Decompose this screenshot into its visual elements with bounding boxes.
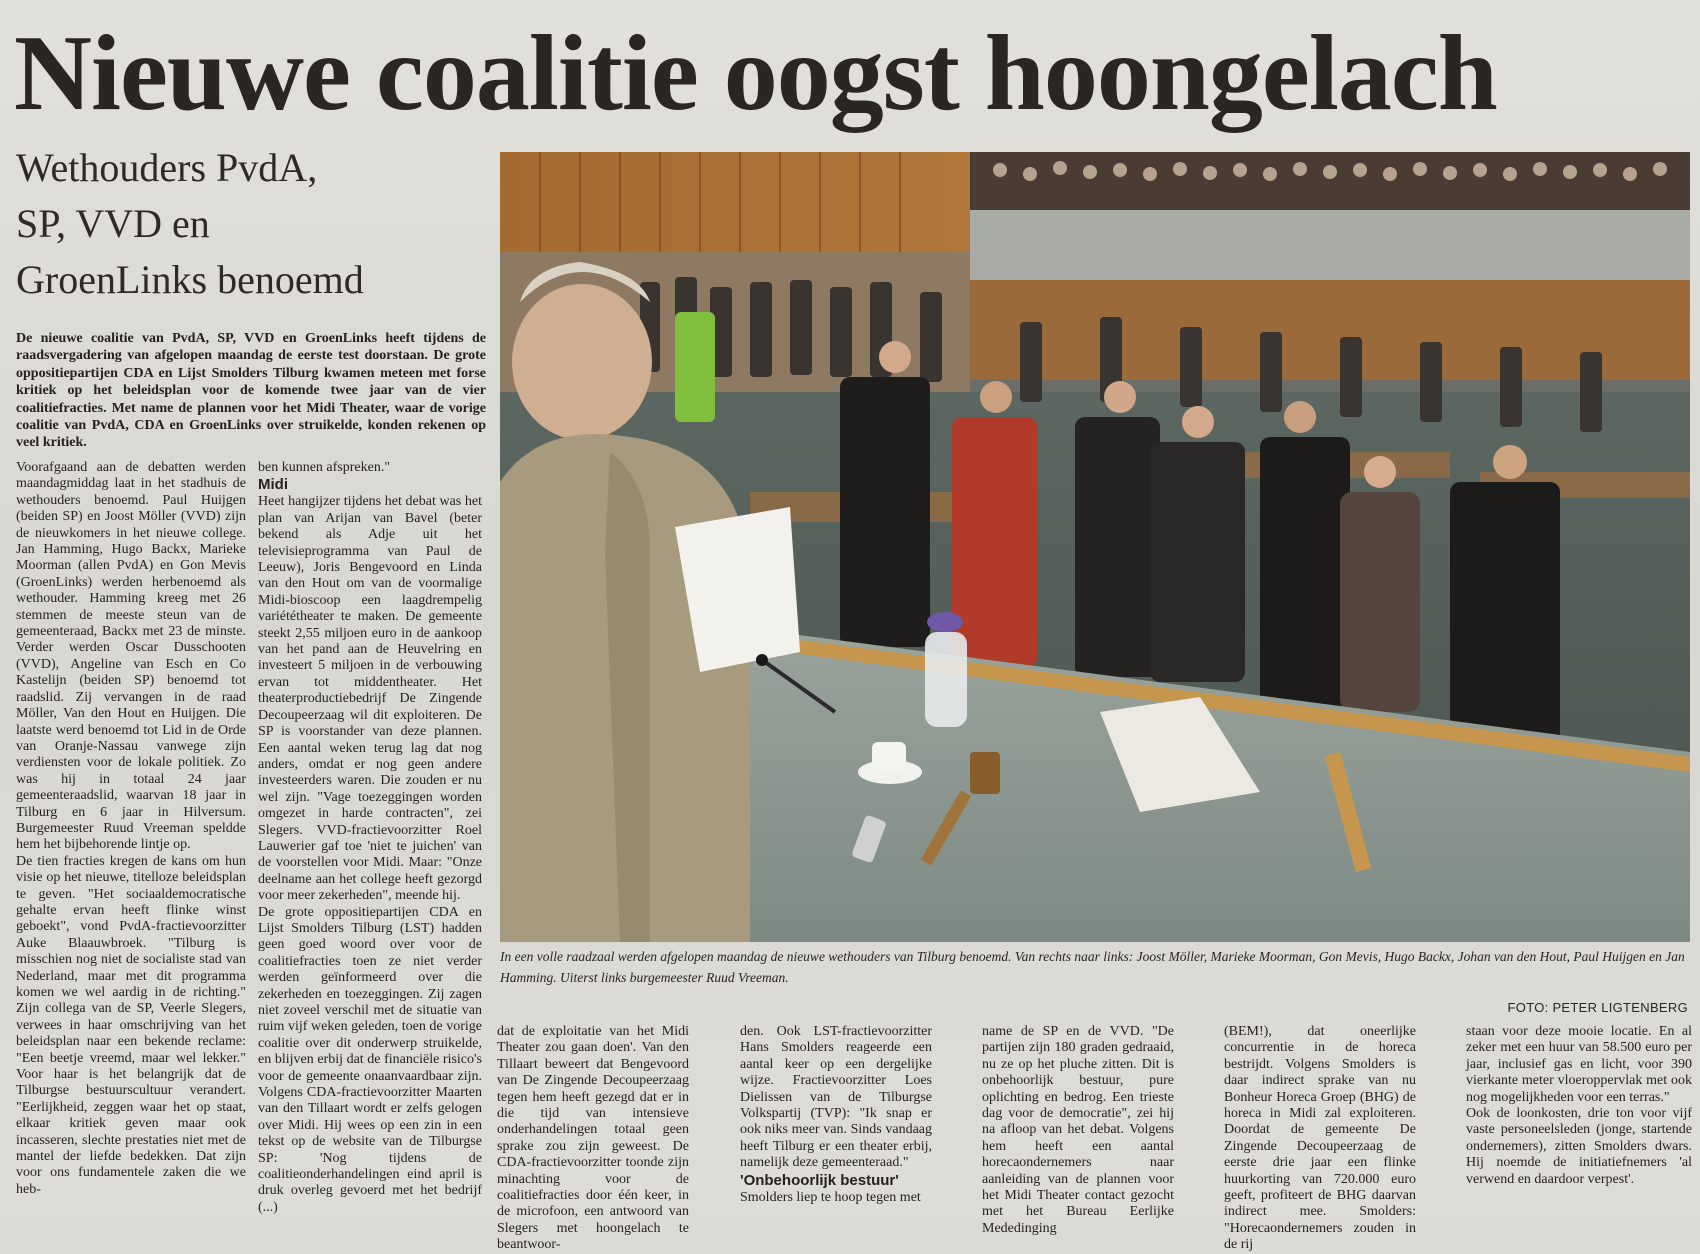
council-chamber-photo	[500, 152, 1690, 942]
article-paragraph: De grote oppositiepartijen CDA en Lijst Smolders Tilburg (LST) hadden geen goed woord over voor de coalitiefracties toen ze niet verder werden geïnformeerd over die zekerheden en toezeggingen. Zij zagen niet zoveel verschil met de situatie van ruim vijf weken geleden, toen de vorige coalitie over dit onderwerp struikelde, en blijven erbij dat de financiële risico's voor de gemeente onaanvaardbaar zijn. Volgens CDA-fractievoorzitter Maarten van den Tillaart wordt er zelfs gelogen over Midi. Hij wees op een zin in een tekst op de website van de Tilburgse SP: 'Nog tijdens de coalitieonderhandelingen eind april is druk overleg gevoerd met het bedrijf (...)	[258, 904, 482, 1215]
lead-paragraph: De nieuwe coalitie van PvdA, SP, VVD en GroenLinks heeft tijdens de raadsvergadering van afgelopen maandag de eerste test doorstaan. De grote oppositiepartijen CDA en Lijst Smolders Tilburg kwamen meteen met forse kritiek op het beleidsplan voor de komende twee jaar van de vier coalitiefracties. Met name de plannen voor het Midi Theater, waar de vorige coalitie van PvdA, CDA en GroenLinks over struikelde, konden rekenen op veel kritiek.	[16, 331, 486, 451]
article-paragraph: Smolders liep te hoop tegen met	[740, 1189, 921, 1205]
article-bottom-column-3	[982, 1024, 1174, 1236]
article-paragraph: De tien fracties kregen de kans om hun visie op het nieuwe, titelloze beleidsplan te geven. "Het sociaaldemocratische gehalte ervan heeft flinke winst geboekt", vond PvdA-fractievoorzitter Auke Blaauwbroek. "Tilburg is misschien nog niet de socialiste stad van Nederland, maar met dit programma komen we wel aardig in de richting." Zijn collega van de SP, Veerle Slegers, verwees in haar omschrijving van het beleidsplan naar een bekende reclame: "Een beetje vreemd, maar wel lekker." Voor haar is het belangrijk dat de Tilburgse bestuurscultuur verandert. "Eerlijkheid, zeggen waar het op staat, elkaar kritiek geven maar ook incasseren, slechte prestaties niet met de mantel der liefde bedekken. Dat zijn voor ons fundamentele zaken die we heb-	[16, 853, 246, 1197]
photo-caption: In een volle raadzaal werden afgelopen maandag de nieuwe wethouders van Tilburg benoemd. Van rechts naar links: Joost Möller, Marieke Moorman, Gon Mevis, Hugo Backx, Johan van den Hout, Paul Huijgen en Jan Hamming. Uiterst links burgemeester Ruud Vreeman.	[500, 949, 1685, 985]
article-column-1	[16, 460, 246, 1216]
article-paragraph: ben kunnen afspreken."	[258, 460, 391, 475]
article-bottom-column-2	[740, 1024, 932, 1216]
article-paragraph: Voorafgaand aan de debatten werden maandagmiddag laat in het stadhuis de wethouders benoemd. Paul Huijgen (beiden SP) en Joost Möller (VVD) zijn de nieuwkomers in het nieuwe college. Jan Hamming, Hugo Backx, Marieke Moorman (allen PvdA) en Gon Mevis (GroenLinks) werden herbenoemd als wethouder. Hamming kreeg met 26 stemmen de meeste steun van de gemeenteraad, Backx met 23 de minste. Verder werden Oscar Dusschooten (VVD), Angeline van Esch en Co Kastelijn (beiden SP) benoemd tot raadslid. Zij vervangen in de raad Möller, Van den Hout en Huijgen. Die laatste werd benoemd tot Lid in de Orde van Oranje-Nassau vanwege zijn verdiensten voor de lokale politiek. Zo was hij in totaal 24 jaar gemeenteraadslid, waarvan 18 jaar in Tilburg en 6 jaar in Hilversum. Burgemeester Ruud Vreeman speldde hem het bijbehorende lintje op.	[16, 460, 246, 853]
subhead-line-2: SP, VVD en	[16, 201, 210, 246]
subhead-line-1: Wethouders PvdA,	[16, 145, 318, 190]
article-paragraph: name de SP en de VVD. "De partijen zijn 180 graden gedraaid, nu ze op het pluche zitten. Dit is onbehoorlijk bestuur, pure oplichting en bedrog. Een trieste dag voor de democratie", zei hij na afloop van het debat. Volgens hem heeft een aantal horecaondernemers naar aanleiding van de plannen voor het Midi Theater contact gezocht met het Bureau Eerlijke Mededinging	[982, 1024, 1174, 1236]
headline: Nieuwe coalitie oogst hoongelach	[14, 14, 1497, 133]
article-paragraph: Ook de loonkosten, drie ton voor vijf vaste personeelsleden (jonge, startende ondernemers), zitten Smolders dwars. Hij noemde de initiatiefnemers 'al verwend en daardoor verpest'.	[1466, 1106, 1692, 1187]
article-paragraph: (BEM!), dat oneerlijke concurrentie in de horeca bestrijdt. Volgens Smolders is daar indirect sprake van nu Bonheur Horeca Groep (BHG) de horeca in Midi zal exploiteren. Doordat de gemeente De Zingende Decoupeerzaag de eerste drie jaar een flinke huurkorting van 720.000 euro geeft, profiteert de BHG daarvan indirect mee. Smolders: "Horecaondernemers zouden in de rij	[1224, 1024, 1416, 1253]
subhead-line-3: GroenLinks benoemd	[16, 257, 364, 302]
article-paragraph: den. Ook LST-fractievoorzitter Hans Smolders reageerde een aantal keer op een dergelijke wijze. Fractievoorzitter Loes Dielissen van de Tilburgse Volkspartij (TVP): "Ik snap er ook niks meer van. Sinds vandaag heeft Tilburg er een theater erbij, namelijk deze gemeenteraad."	[740, 1024, 932, 1171]
article-bottom-column-4	[1224, 1024, 1416, 1253]
article-paragraph: dat de exploitatie van het Midi Theater zou gaan doen'. Van den Tillaart beweert dat Bengevoord van De Zingende Decoupeerzaag tegen hem heeft gezegd dat er in die tijd van intensieve onderhandelingen totaal geen sprake zou zijn geweest. De CDA-fractievoorzitter toonde zijn minachting voor de coalitiefracties door één keer, in de microfoon, een antwoord van Slegers met hoongelach te beantwoor-	[497, 1024, 689, 1253]
photo-credit: FOTO: PETER LIGTENBERG	[1507, 1000, 1688, 1015]
article-column-2	[258, 460, 482, 1216]
article-bottom-column-5	[1466, 1024, 1692, 1216]
section-heading-midi: Midi	[258, 476, 288, 494]
section-heading-onbehoorlijk-bestuur: 'Onbehoorlijk bestuur'	[740, 1171, 899, 1189]
subheadline	[16, 140, 486, 308]
article-bottom-column-1	[497, 1024, 689, 1253]
article-paragraph: Heet hangijzer tijdens het debat was het plan van Arijan van Bavel (beter bekend als Adje uit het televisieprogramma van Paul de Leeuw), Joris Bengevoord en Linda van den Hout om van de voormalige Midi-bioscoop een laagdrempelig variététheater te maken. De gemeente steekt 2,55 miljoen euro in de aankoop van het pand aan de Heuvelring en investeert 5 miljoen in de verbouwing ervan tot middentheater. Het theaterproductiebedrijf De Zingende Decoupeerzaag wil dit exploiteren. De SP is voorstander van deze plannen. Een aantal weken terug lag dat nog anders, omdat er nog geen andere investeerders waren. Die zouden er nu wel zijn. "Vage toezeggingen worden omgezet in harde contracten", zei Slegers. VVD-fractievoorzitter Roel Lauwerier gaf toe 'niet te juichen' van de voorstellen voor Midi. Maar: "Onze deelname aan het college heeft gezorgd voor meer zekerheden", meende hij.	[258, 494, 482, 904]
article-paragraph: staan voor deze mooie locatie. En al zeker met een huur van 58.500 euro per jaar, inclusief gas en licht, voor 390 vierkante meter vloeroppervlak met ook nog mogelijkheden voor een terras."	[1466, 1024, 1692, 1105]
